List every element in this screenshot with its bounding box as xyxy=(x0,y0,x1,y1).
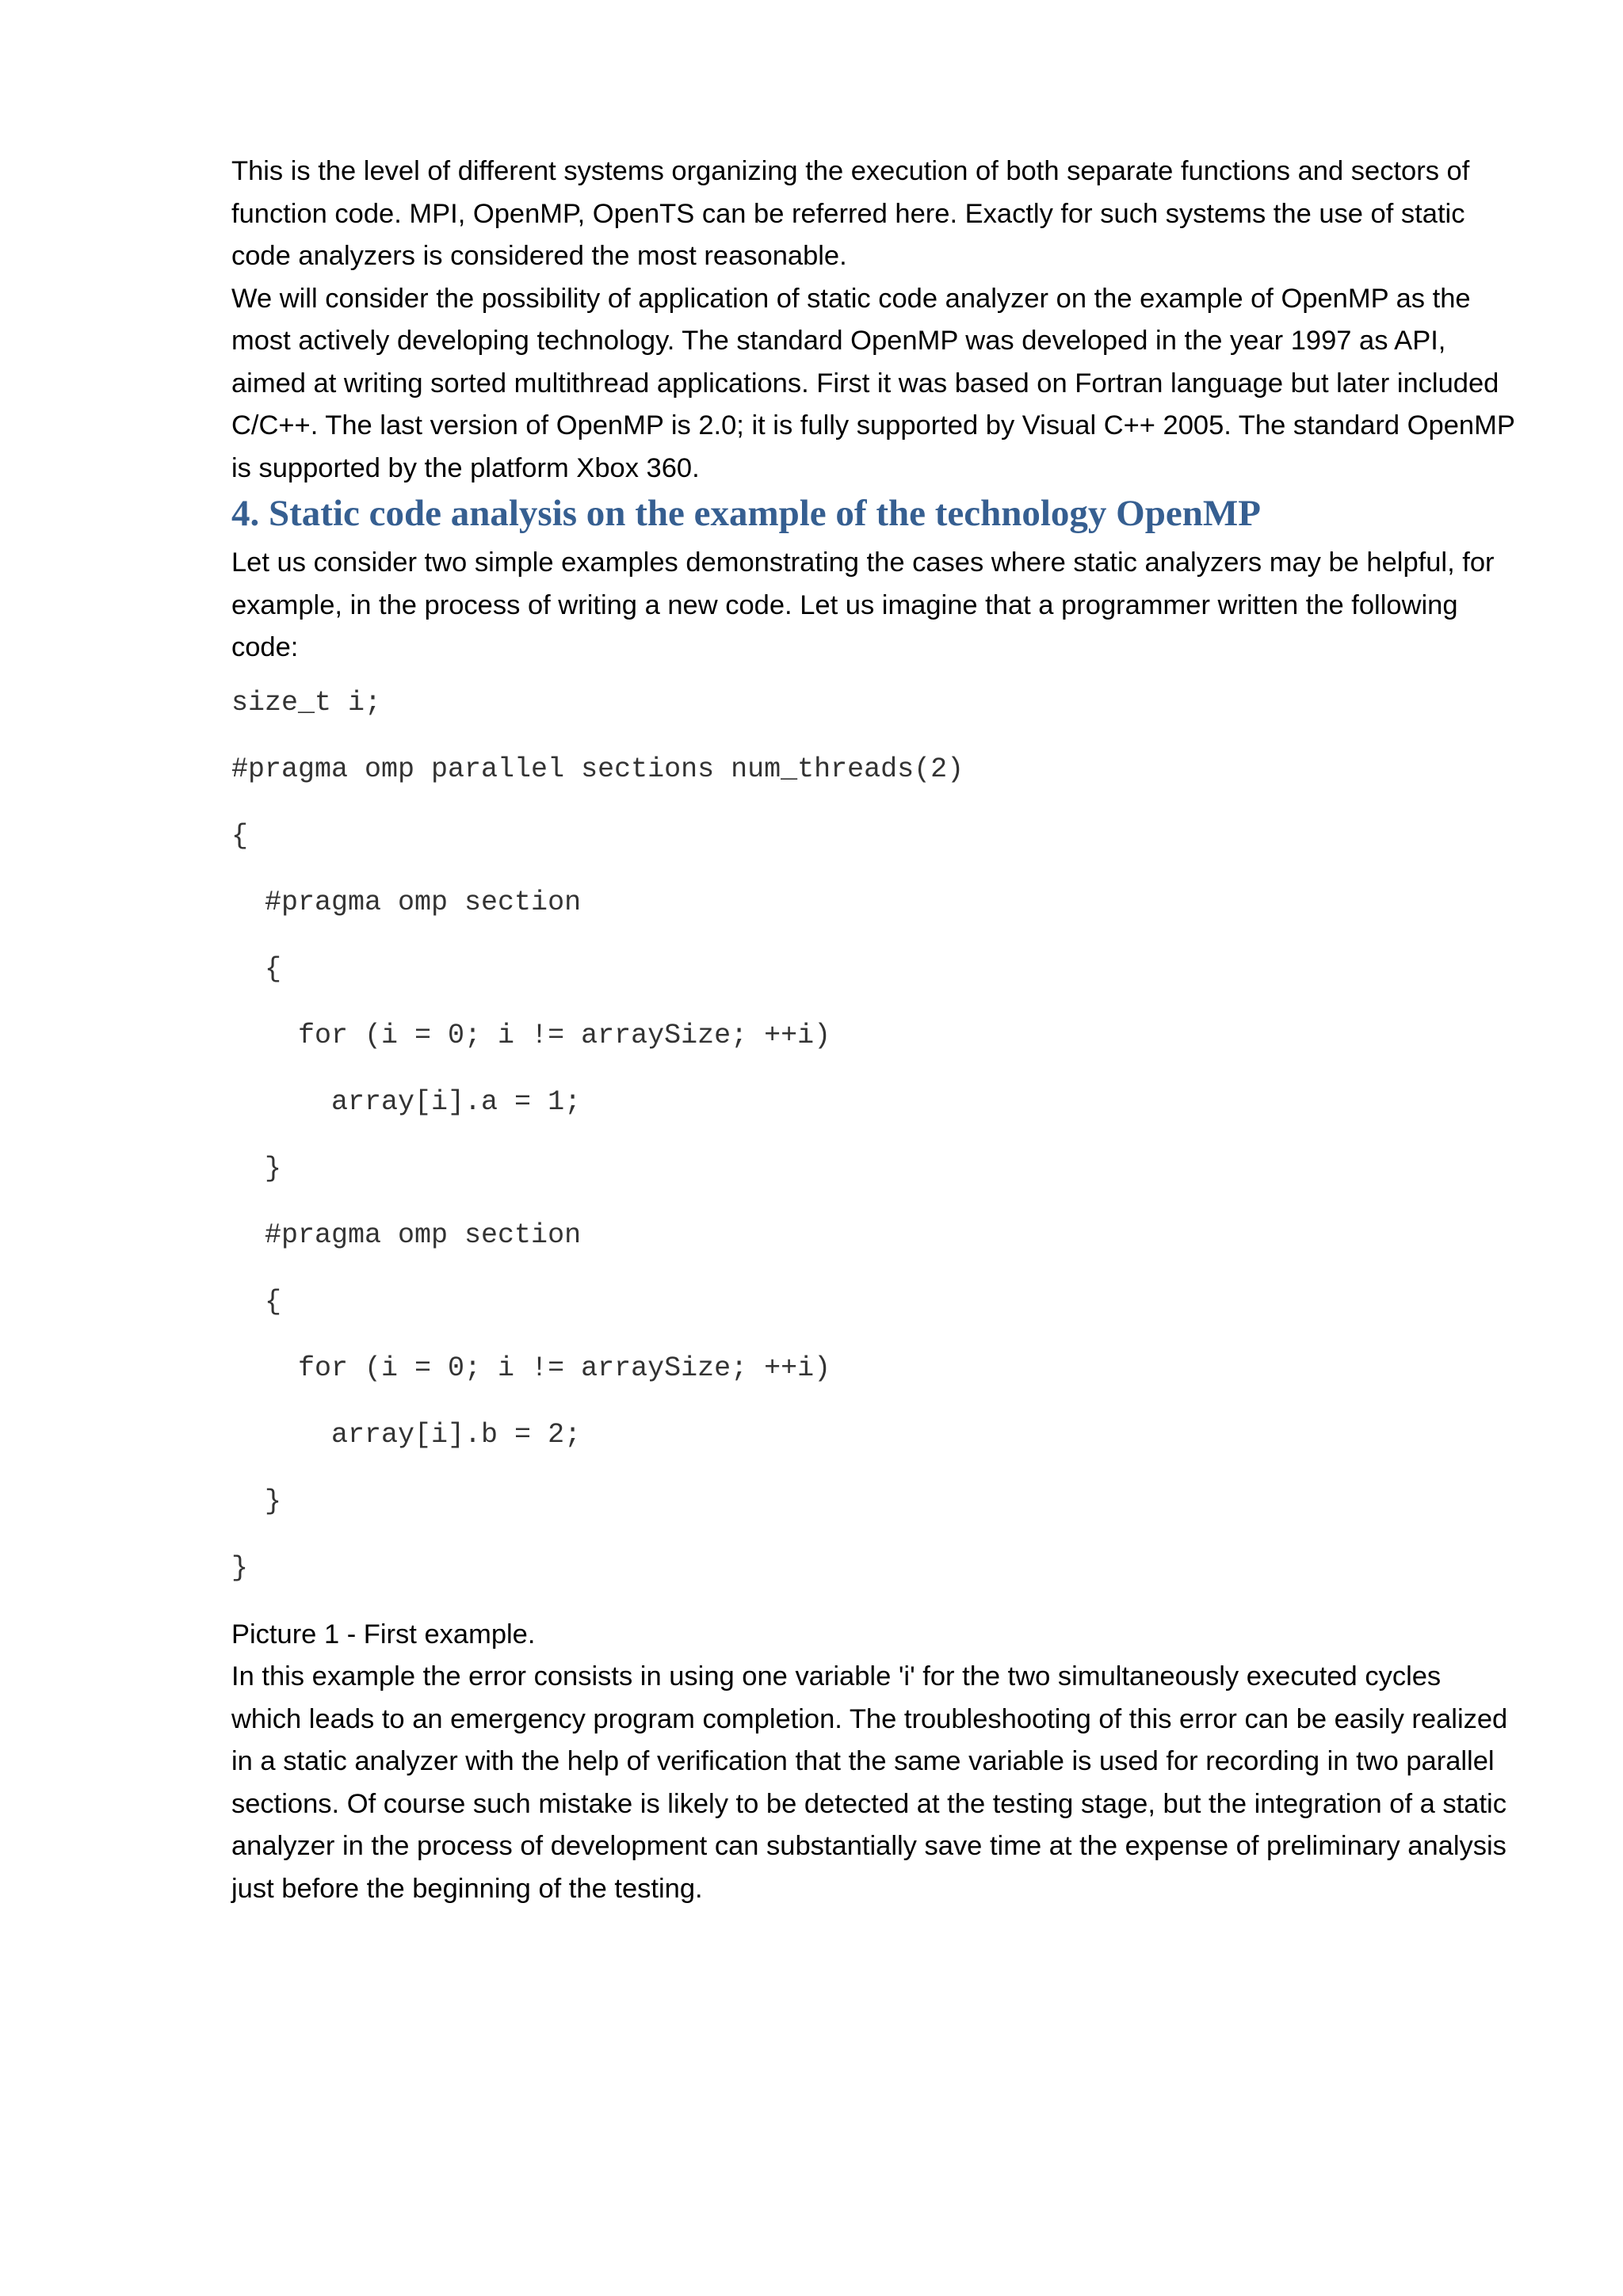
section-heading: 4. Static code analysis on the example of the technology OpenMP xyxy=(231,493,1261,534)
code-block xyxy=(231,669,1515,1601)
code-line: array[i].b = 2; xyxy=(231,1418,582,1451)
page-content xyxy=(231,151,1515,1910)
paragraph-examples-intro: Let us consider two simple examples demonstrating the cases where static analyzers may be helpful, for example, in the process of writing a new code. Let us imagine that a programmer written the following code: xyxy=(231,547,1495,662)
code-line: } xyxy=(231,1152,282,1184)
code-line: } xyxy=(231,1551,249,1584)
code-line: for (i = 0; i != arraySize; ++i) xyxy=(231,1019,831,1051)
code-line: { xyxy=(231,952,282,985)
code-line: for (i = 0; i != arraySize; ++i) xyxy=(231,1352,831,1384)
paragraph-openmp-intro: We will consider the possibility of application of static code analyzer on the example of OpenMP as the most actively developing technology. The standard OpenMP was developed in the year 1997 as API, aimed at writing sorted multithread applications. First it was based on Fortran language but later included C/C++. The last version of OpenMP is 2.0; it is fully supported by Visual C++ 2005. The standard OpenMP is supported by the platform Xbox 360. xyxy=(231,283,1515,483)
code-line: { xyxy=(231,1285,282,1318)
code-line: } xyxy=(231,1485,282,1517)
code-line: size_t i; xyxy=(231,686,382,719)
paragraph-systems-level: This is the level of different systems organizing the execution of both separate functions and sectors of function code. MPI, OpenMP, OpenTS can be referred here. Exactly for such systems the use of static code analyzers is considered the most reasonable. xyxy=(231,156,1470,271)
paragraph-error-explanation: In this example the error consists in using one variable 'i' for the two simultaneously executed cycles which leads to an emergency program completion. The troubleshooting of this error can be easily realized in a static analyzer with the help of verification that the same variable is used for recording in two parallel sections. Of course such mistake is likely to be detected at the testing stage, but the integration of a static analyzer in the process of development can substantially save time at the expense of preliminary analysis just before the beginning of the testing. xyxy=(231,1661,1508,1904)
code-line: { xyxy=(231,819,249,852)
figure-caption: Picture 1 - First example. xyxy=(231,1619,536,1650)
code-line: array[i].a = 1; xyxy=(231,1085,582,1118)
code-line: #pragma omp section xyxy=(231,1219,582,1251)
code-line: #pragma omp parallel sections num_threads(2) xyxy=(231,753,964,785)
code-line: #pragma omp section xyxy=(231,886,582,918)
